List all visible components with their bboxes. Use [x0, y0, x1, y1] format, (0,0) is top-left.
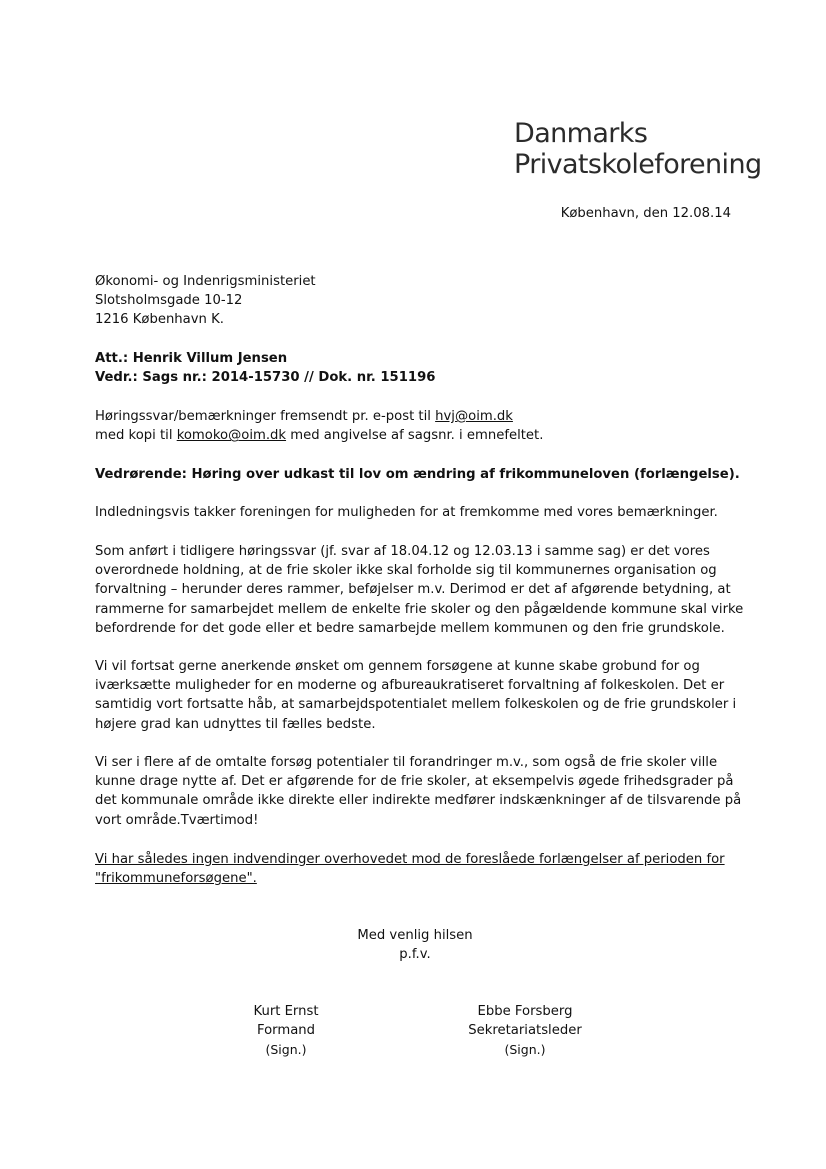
email-link-hvj[interactable]: hvj@oim.dk [435, 409, 513, 424]
email-link-komoko[interactable]: komoko@oim.dk [176, 428, 287, 444]
attention-line: Att.: Henrik Villum Jensen [95, 351, 288, 366]
paragraph-potential [95, 753, 741, 830]
paragraph-line: højere grad kan udnyttes til fælles bedste. [95, 716, 376, 732]
paragraph-position [95, 542, 743, 638]
attention-block [95, 349, 435, 387]
logo-line-1: Danmarks [514, 118, 648, 149]
paragraph-line: iværksætte muligheder for en moderne og afbureaukratiseret forvaltning af folkeskolen. Det er [95, 678, 725, 694]
paragraph-line: Vi vil fortsat gerne anerkende ønsket om gennem forsøgene at kunne skabe grobund for og [95, 659, 700, 674]
hearing-text: med kopi til [95, 428, 177, 444]
signature-title: Formand [256, 1023, 316, 1039]
paragraph-line: samtidig vort fortsatte håb, at samarbejdspotentialet mellem folkeskolen og de frie grundskoler i [95, 697, 737, 713]
hearing-line-1 [95, 407, 543, 426]
paragraph-conclusion [95, 850, 725, 888]
logo-line-2: Privatskoleforening [514, 149, 762, 180]
address-line: Slotsholmsgade 10-12 [95, 293, 243, 309]
signature-chairman [216, 1002, 356, 1060]
recipient-address [95, 272, 316, 330]
organization-logo [514, 118, 762, 180]
hearing-text: Høringssvar/bemærkninger fremsendt pr. e-post til [95, 409, 436, 424]
hearing-text: med angivelse af sagsnr. i emnefeltet. [286, 428, 544, 444]
hearing-line-2 [95, 426, 543, 445]
signature-name: Ebbe Forsberg [477, 1004, 573, 1019]
letter-date: København, den 12.08.14 [560, 206, 731, 221]
signature-title: Sekretariatsleder [468, 1023, 582, 1039]
signature-secretariat [450, 1002, 600, 1060]
paragraph-line: rammerne for samarbejdet mellem de enkelte frie skoler og den pågældende kommune skal virke [95, 601, 744, 617]
address-line: 1216 København K. [95, 312, 224, 328]
address-line: Økonomi- og Indenrigsministeriet [95, 274, 316, 289]
signature-sign: (Sign.) [504, 1042, 546, 1058]
paragraph-intro: Indledningsvis takker foreningen for muligheden for at fremkomme med vores bemærkninger. [95, 505, 718, 520]
signature-name: Kurt Ernst [253, 1004, 319, 1019]
paragraph-line: forvaltning – herunder deres rammer, beføjelser m.v. Derimod er det af afgørende betydning, at [95, 582, 731, 598]
paragraph-line: Vi ser i flere af de omtalte forsøg potentialer til forandringer m.v., som også de frie skoler ville [95, 755, 718, 770]
paragraph-line: vort område.Tværtimod! [95, 812, 259, 828]
reference-line: Vedr.: Sags nr.: 2014-15730 // Dok. nr. 151196 [95, 370, 436, 386]
paragraph-line: kunne drage nytte af. Det er afgørende for de frie skoler, at eksempelvis øgede frihedsgrader på [95, 774, 734, 790]
paragraph-line: "frikommuneforsøgene". [95, 871, 257, 887]
paragraph-line: Som anført i tidligere høringssvar (jf. svar af 18.04.12 og 12.03.13 i samme sag) er det vores [95, 544, 710, 559]
signature-sign: (Sign.) [265, 1042, 307, 1058]
paragraph-line: det kommunale område ikke direkte eller indirekte medfører indskænkninger af de tilsvarende på [95, 793, 742, 809]
paragraph-line: befordrende for det gode eller et bedre samarbejde mellem kommunen og den frie grundskole. [95, 620, 725, 636]
subject-line: Vedrørende: Høring over udkast til lov om ændring af frikommuneloven (forlængelse). [95, 467, 740, 482]
paragraph-line: overordnede holdning, at de frie skoler ikke skal forholde sig til kommunernes organisation og [95, 563, 717, 579]
closing-greeting: Med venlig hilsen [357, 928, 473, 943]
paragraph-line: Vi har således ingen indvendinger overhovedet mod de foreslåede forlængelser af perioden for [95, 852, 725, 867]
paragraph-hope [95, 657, 736, 734]
hearing-info [95, 407, 543, 445]
closing-block [300, 926, 530, 964]
closing-pfv: p.f.v. [399, 947, 431, 963]
